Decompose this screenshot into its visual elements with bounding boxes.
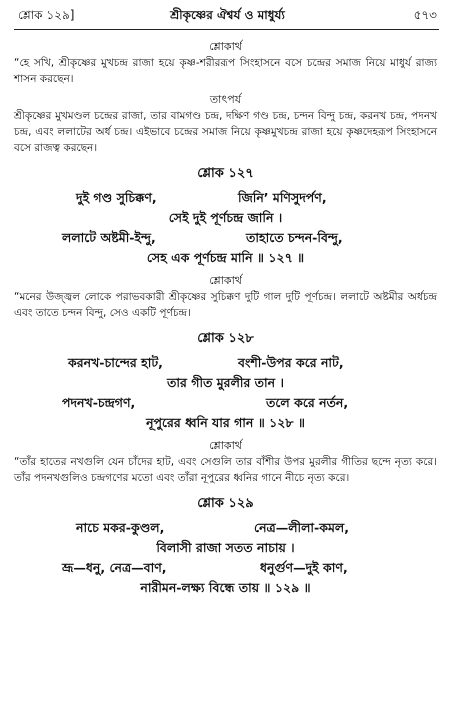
header-page-number: ৫৭৩ <box>413 8 437 22</box>
translation-label: শ্লোকার্থ <box>209 40 242 53</box>
verse-127-line-3a: ললাটে অষ্টমী-ইন্দু, <box>62 230 156 245</box>
verse-127-line-1 <box>14 188 437 208</box>
page-body <box>14 38 437 598</box>
verse-127-title: শ্লোক ১২৭ <box>197 166 254 181</box>
verse-129-line-2: বিলাসী রাজা সতত নাচায় । <box>156 540 295 555</box>
verse-127-line-2: সেই দুই পূর্ণচন্দ্র জানি । <box>168 210 283 225</box>
verse-128-line-3a: পদনখ-চন্দ্রগণ, <box>62 395 136 410</box>
verse-127-line-4: সেহ এক পূর্ণচন্দ্র মানি ॥ ১২৭ ॥ <box>146 250 305 265</box>
translation-text: “হে সখি, শ্রীকৃষ্ণের মুখচন্দ্র রাজা হয়ে কৃষ্ণ-শরীররূপ সিংহাসনে বসে চন্দ্রের সমাজ নিয়ে মাধুর্য রাজ্য শাসন করছেন। <box>14 57 437 85</box>
verse-127-line-3 <box>14 228 437 248</box>
verse-128-line-3 <box>14 393 437 413</box>
verse-128-translation-label: শ্লোকার্থ <box>209 439 242 452</box>
verse-128-translation-text: “তাঁর হাতের নখগুলি যেন চাঁদের হাট, এবং সেগুলি তার বাঁশীর উপর মুরলীর গীতির ছন্দে নৃত্য করে। তাঁর পদনখগুলিও চন্দ্রগণের মতো এবং তাঁরা নূপুরের ধ্বনির গানে নীচে নৃত্য করে। <box>14 456 437 484</box>
verse-127-line-3b: তাহাতে চন্দন-বিন্দু, <box>246 230 343 245</box>
page-header <box>18 4 437 26</box>
verse-127-translation-text: “মনের উজ্জ্বল লোকে পরাভবকারী শ্রীকৃষ্ণের সুচিক্কণ দুটি গাল দুটি পূর্ণচন্দ্র। ললাটে অষ্টমীর অর্ধচন্দ্র এবং তাতে চন্দন বিন্দু, সেও একটি পূর্ণচন্দ্র। <box>14 291 437 319</box>
verse-129-title: শ্লোক ১২৯ <box>197 496 254 511</box>
verse-129-line-1a: নাচে মকর-কুণ্ডল, <box>76 520 165 535</box>
verse-128-line-3b: তলে করে নর্তন, <box>266 395 349 410</box>
verse-128-title: শ্লোক ১২৮ <box>197 331 254 346</box>
verse-128-line-1a: করনখ-চান্দের হাট, <box>68 355 163 370</box>
header-chapter-title: শ্রীকৃষ্ণের ঐশ্বর্য ও মাধুর্য্য <box>170 8 285 22</box>
verse-128-line-2: তার গীত মুরলীর তান । <box>167 375 284 390</box>
verse-127-line-1b: জিনি’ মণিসুদর্পণ, <box>238 190 327 205</box>
purport-label: তাৎপর্য <box>209 93 242 106</box>
verse-129-line-1b: নেত্র—লীলা-কমল, <box>254 520 349 535</box>
purport-text: শ্রীকৃষ্ণের মুখমণ্ডল চন্দ্রের রাজা, তার বামগণ্ড চন্দ্র, দক্ষিণ গণ্ড চন্দ্র, চন্দন বিন্দু চন্দ্র, করনখ চন্দ্র, পদনখ চন্দ্র, এবং ললাটের অর্ধ চন্দ্র। এইভাবে চন্দ্রের সমাজ নিয়ে কৃষ্ণমুখচন্দ্র রাজা হয়ে কৃষ্ণদেহরূপ সিংহাসনে বসে রাজত্ব করছেন। <box>14 110 437 154</box>
verse-129-line-4: নারীমন-লক্ষ্য বিন্ধে তায় ॥ ১২৯ ॥ <box>140 580 311 595</box>
verse-129-line-1 <box>14 518 437 538</box>
verse-129-line-3a: ভ্রূ—ধনু, নেত্র—বাণ, <box>62 560 167 575</box>
verse-128-line-4: নূপুরের ধ্বনি যার গান ॥ ১২৮ ॥ <box>146 415 305 430</box>
verse-127-translation-label: শ্লোকার্থ <box>209 274 242 287</box>
header-divider <box>14 29 439 30</box>
verse-128-line-1b: বংশী-উপর করে নাট, <box>238 355 344 370</box>
verse-128-line-1 <box>14 353 437 373</box>
verse-127-line-1a: দুই গণ্ড সুচিক্কণ, <box>76 190 157 205</box>
verse-129-line-3b: ধনুর্গুণ—দুই কাণ, <box>260 560 348 575</box>
verse-129-line-3 <box>14 558 437 578</box>
header-verse-ref: শ্লোক ১২৯] <box>18 8 75 22</box>
